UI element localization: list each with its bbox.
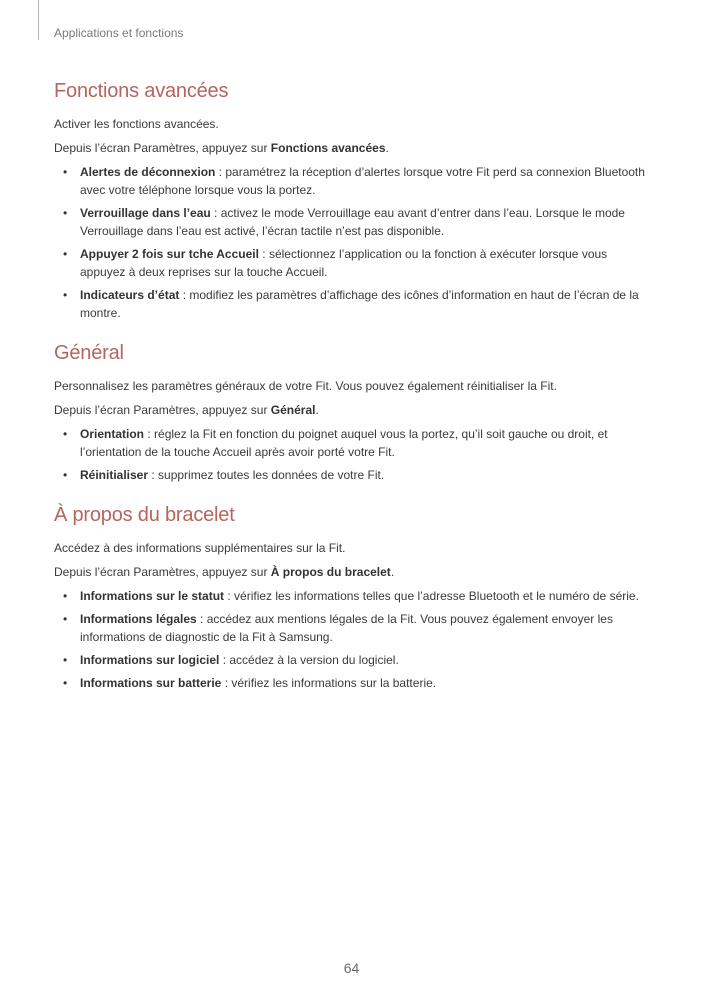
settings-path-target: Fonctions avancées xyxy=(270,141,386,155)
item-description: : sélectionnez l’application ou la fonction à exécuter lorsque vous appuyez à deux reprises sur la touche Accueil. xyxy=(80,247,608,279)
item-term: Informations sur batterie xyxy=(80,676,222,690)
bullet-icon: • xyxy=(63,612,68,626)
item-term: Verrouillage dans l’eau xyxy=(80,206,211,220)
page-number: 64 xyxy=(343,960,360,976)
page-content xyxy=(54,80,649,712)
section-fonctions-avancees xyxy=(54,80,649,322)
bullet-icon: • xyxy=(63,676,68,690)
bullet-icon: • xyxy=(63,589,68,603)
option-list xyxy=(54,425,649,484)
settings-path-target: Général xyxy=(270,403,316,417)
item-description: : paramétrez la réception d’alertes lorsque votre Fit perd sa connexion Bluetooth avec votre téléphone lorsque vous la portez. xyxy=(80,165,645,197)
item-term: Réinitialiser xyxy=(80,468,149,482)
section-title: À propos du bracelet xyxy=(54,504,235,526)
list-item xyxy=(54,466,649,484)
section-intro: Activer les fonctions avancées. xyxy=(54,117,219,131)
list-item xyxy=(54,245,649,281)
bullet-icon: • xyxy=(63,468,68,482)
item-description: : supprimez toutes les données de votre Fit. xyxy=(148,468,385,482)
list-item xyxy=(54,610,649,646)
bullet-icon: • xyxy=(63,206,68,220)
settings-path: Depuis l’écran Paramètres, appuyez sur Général. xyxy=(54,403,319,417)
section-intro: Accédez à des informations supplémentaires sur la Fit. xyxy=(54,541,346,555)
item-description: : réglez la Fit en fonction du poignet auquel vous la portez, qu’il soit gauche ou droit, et l’orientation de la touche Accueil après avoir porté votre Fit. xyxy=(80,427,608,459)
item-description: : accédez à la version du logiciel. xyxy=(219,653,399,667)
list-item xyxy=(54,163,649,199)
section-title: Général xyxy=(54,342,124,364)
list-item xyxy=(54,286,649,322)
item-description: : vérifiez les informations telles que l’adresse Bluetooth et le numéro de série. xyxy=(224,589,639,603)
item-term: Orientation xyxy=(80,427,145,441)
item-term: Indicateurs d’état xyxy=(80,288,180,302)
bullet-icon: • xyxy=(63,165,68,179)
running-header: Applications et fonctions xyxy=(54,26,184,40)
section-title: Fonctions avancées xyxy=(54,80,229,102)
list-item xyxy=(54,204,649,240)
section-intro: Personnalisez les paramètres généraux de votre Fit. Vous pouvez également réinitialiser la Fit. xyxy=(54,379,557,393)
header-rule xyxy=(38,0,39,40)
option-list xyxy=(54,163,649,322)
bullet-icon: • xyxy=(63,247,68,261)
settings-path: Depuis l’écran Paramètres, appuyez sur Fonctions avancées. xyxy=(54,141,389,155)
section-general xyxy=(54,342,649,484)
item-description: : vérifiez les informations sur la batterie. xyxy=(221,676,437,690)
item-description: : modifiez les paramètres d’affichage des icônes d’information en haut de l’écran de la montre. xyxy=(80,288,639,320)
bullet-icon: • xyxy=(63,427,68,441)
item-term: Alertes de déconnexion xyxy=(80,165,216,179)
item-term: Informations sur logiciel xyxy=(80,653,220,667)
item-description: : accédez aux mentions légales de la Fit. Vous pouvez également envoyer les informations de diagnostic de la Fit à Samsung. xyxy=(80,612,613,644)
item-term: Appuyer 2 fois sur tche Accueil xyxy=(80,247,259,261)
list-item xyxy=(54,425,649,461)
option-list xyxy=(54,587,649,692)
item-description: : activez le mode Verrouillage eau avant d’entrer dans l’eau. Lorsque le mode Verrouillage dans l’eau est activé, l’écran tactile n’est pas disponible. xyxy=(80,206,625,238)
bullet-icon: • xyxy=(63,653,68,667)
item-term: Informations légales xyxy=(80,612,197,626)
list-item xyxy=(54,587,649,605)
settings-path-target: À propos du bracelet xyxy=(270,565,391,579)
list-item xyxy=(54,651,649,669)
list-item xyxy=(54,674,649,692)
bullet-icon: • xyxy=(63,288,68,302)
settings-path: Depuis l’écran Paramètres, appuyez sur À propos du bracelet. xyxy=(54,565,395,579)
item-term: Informations sur le statut xyxy=(80,589,225,603)
section-a-propos-du-bracelet xyxy=(54,504,649,692)
